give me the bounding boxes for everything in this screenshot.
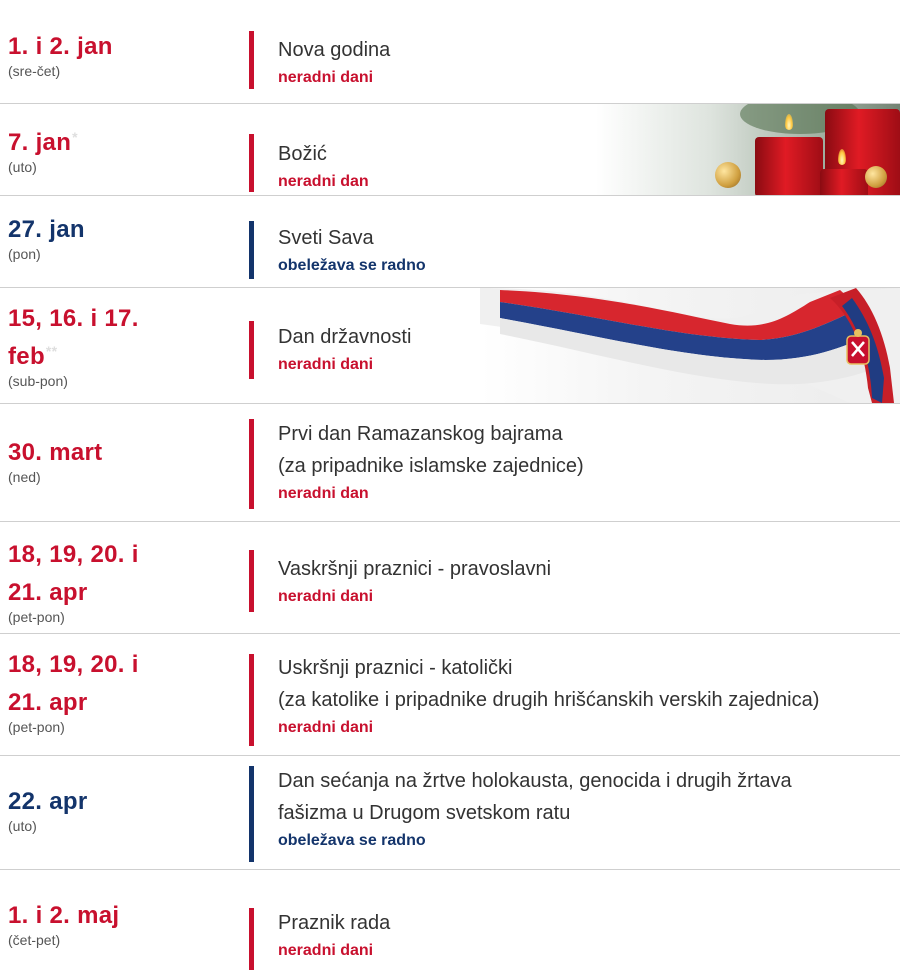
holiday-weekdays: (uto) (8, 159, 37, 175)
holiday-weekdays: (pon) (8, 246, 41, 262)
holiday-marker-bar (249, 134, 254, 192)
holiday-row-bozic (0, 104, 900, 196)
holiday-description (278, 765, 792, 852)
holiday-row-nova-godina (0, 0, 900, 104)
holiday-date: 1. i 2. maj (8, 902, 120, 929)
holiday-date-line: 18, 19, 20. i (8, 651, 139, 678)
holiday-date-block (8, 434, 208, 485)
holiday-date: 22. apr (8, 788, 88, 815)
holiday-date-block (8, 300, 208, 389)
holiday-date-block (8, 646, 208, 735)
holiday-description (278, 138, 369, 193)
holiday-date-block (8, 536, 208, 625)
holiday-row-sveti-sava (0, 196, 900, 288)
holiday-date: 7. jan* (8, 129, 78, 156)
holiday-name: Božić (278, 143, 327, 165)
holiday-marker-bar (249, 221, 254, 279)
holiday-status: neradni dani (278, 719, 374, 736)
holiday-date: 30. mart (8, 439, 103, 466)
holiday-marker-bar (249, 766, 254, 862)
holiday-row-ramazanski-bajram (0, 404, 900, 522)
holiday-date-block (8, 28, 208, 79)
holiday-date-line: 15, 16. i 17. (8, 305, 139, 332)
holiday-date-block (8, 783, 208, 834)
holiday-marker-bar (249, 419, 254, 509)
holiday-weekdays: (pet-pon) (8, 719, 65, 735)
holiday-description (278, 553, 551, 608)
holiday-status: neradni dani (278, 588, 374, 605)
holiday-name: Prvi dan Ramazanskog bajrama (278, 423, 563, 445)
holiday-status: neradni dan (278, 485, 369, 502)
holiday-date-line: 18, 19, 20. i (8, 541, 139, 568)
holiday-marker-bar (249, 550, 254, 612)
holiday-name: Dan državnosti (278, 326, 412, 348)
holiday-row-dan-drzavnosti (0, 288, 900, 404)
footnote-asterisk: ** (45, 343, 58, 359)
holiday-marker-bar (249, 321, 254, 379)
holiday-weekdays: (uto) (8, 818, 37, 834)
holiday-marker-bar (249, 908, 254, 970)
holiday-name-continued: fašizma u Drugom svetskom ratu (278, 802, 571, 824)
holiday-weekdays: (sub-pon) (8, 373, 68, 389)
holiday-description (278, 652, 819, 739)
footnote-asterisk: * (72, 129, 78, 145)
holiday-name: Nova godina (278, 39, 391, 61)
holiday-description (278, 222, 426, 277)
holiday-marker-bar (249, 31, 254, 89)
holiday-date-block (8, 211, 208, 262)
holiday-date-line: 21. apr (8, 579, 88, 606)
holiday-status: neradni dani (278, 356, 374, 373)
holiday-date-block (8, 897, 208, 948)
holiday-name: Vaskršnji praznici - pravoslavni (278, 558, 552, 580)
holiday-name-note: (za katolike i pripadnike drugih hrišćanskih verskih zajednica) (278, 689, 820, 711)
holiday-date: 27. jan (8, 216, 85, 243)
christmas-decoration-image (520, 104, 900, 195)
holiday-description (278, 907, 390, 962)
holiday-name-note: (za pripadnike islamske zajednice) (278, 455, 584, 477)
holiday-weekdays: (čet-pet) (8, 932, 61, 948)
holiday-name: Dan sećanja na žrtve holokausta, genocida i drugih žrtava (278, 770, 792, 792)
holiday-row-dan-secanja (0, 756, 900, 870)
holiday-name: Sveti Sava (278, 227, 374, 249)
holiday-date-block (8, 124, 208, 175)
holiday-row-uskrs-katolicki (0, 634, 900, 756)
holiday-weekdays: (pet-pon) (8, 609, 65, 625)
holiday-name: Uskršnji praznici - katolički (278, 657, 513, 679)
holiday-description (278, 321, 411, 376)
holiday-date: 1. i 2. jan (8, 33, 113, 60)
holiday-row-vaskrs-pravoslavni (0, 522, 900, 634)
serbian-flag-decoration-image (480, 288, 900, 403)
holiday-status: obeležava se radno (278, 832, 426, 849)
holiday-weekdays: (sre-čet) (8, 63, 61, 79)
holiday-row-praznik-rada (0, 870, 900, 974)
holiday-marker-bar (249, 654, 254, 746)
holiday-name: Praznik rada (278, 912, 391, 934)
holiday-weekdays: (ned) (8, 469, 41, 485)
holiday-status: neradni dani (278, 69, 374, 86)
holiday-date-line: 21. apr (8, 689, 88, 716)
holiday-status: obeležava se radno (278, 257, 426, 274)
holiday-status: neradni dan (278, 173, 369, 190)
holiday-description (278, 418, 584, 505)
holiday-description (278, 34, 390, 89)
holiday-date-line: feb** (8, 343, 58, 370)
holiday-status: neradni dani (278, 942, 374, 959)
